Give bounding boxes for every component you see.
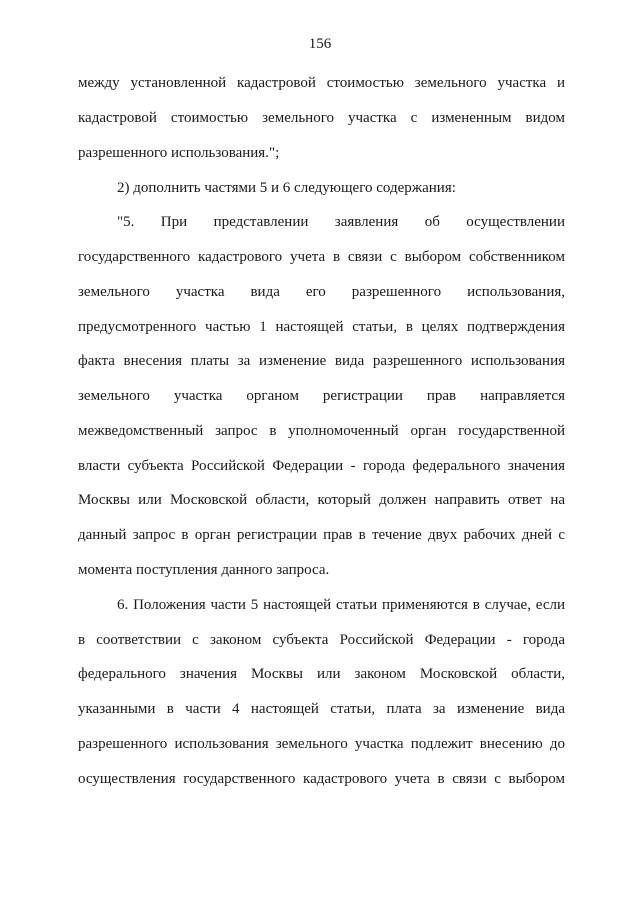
text-line: земельного участка органом регистрации прав направляется [78,388,565,404]
text-line: разрешенного использования."; [78,145,280,161]
text-line: указанными в части 4 настоящей статьи, плата за изменение вида [78,701,565,717]
text-line: 2) дополнить частями 5 и 6 следующего содержания: [117,180,456,196]
text-line: земельного участка вида его разрешенного использования, [78,284,565,300]
text-line: федерального значения Москвы или законом Московской области, [78,666,565,682]
text-line: Москвы или Московской области, который должен направить ответ на [78,492,565,508]
text-line: предусмотренного частью 1 настоящей статьи, в целях подтверждения [78,319,565,335]
text-line: 6. Положения части 5 настоящей статьи применяются в случае, если [117,597,565,613]
text-line: данный запрос в орган регистрации прав в течение двух рабочих дней с [78,527,565,543]
text-line: межведомственный запрос в уполномоченный орган государственной [78,423,565,439]
text-line: факта внесения платы за изменение вида разрешенного использования [78,353,565,369]
page-number: 156 [308,36,332,52]
text-line: в соответствии с законом субъекта Российской Федерации - города [78,632,565,648]
text-line: власти субъекта Российской Федерации - города федерального значения [78,458,565,474]
text-line: момента поступления данного запроса. [78,562,330,578]
text-line: кадастровой стоимостью земельного участка с измененным видом [78,110,565,126]
text-line: осуществления государственного кадастрового учета в связи с выбором [78,771,565,787]
text-line: "5. При представлении заявления об осуществлении [117,214,565,230]
text-line: государственного кадастрового учета в связи с выбором собственником [78,249,565,265]
text-line: между установленной кадастровой стоимостью земельного участка и [78,75,565,91]
text-line: разрешенного использования земельного участка подлежит внесению до [78,736,565,752]
